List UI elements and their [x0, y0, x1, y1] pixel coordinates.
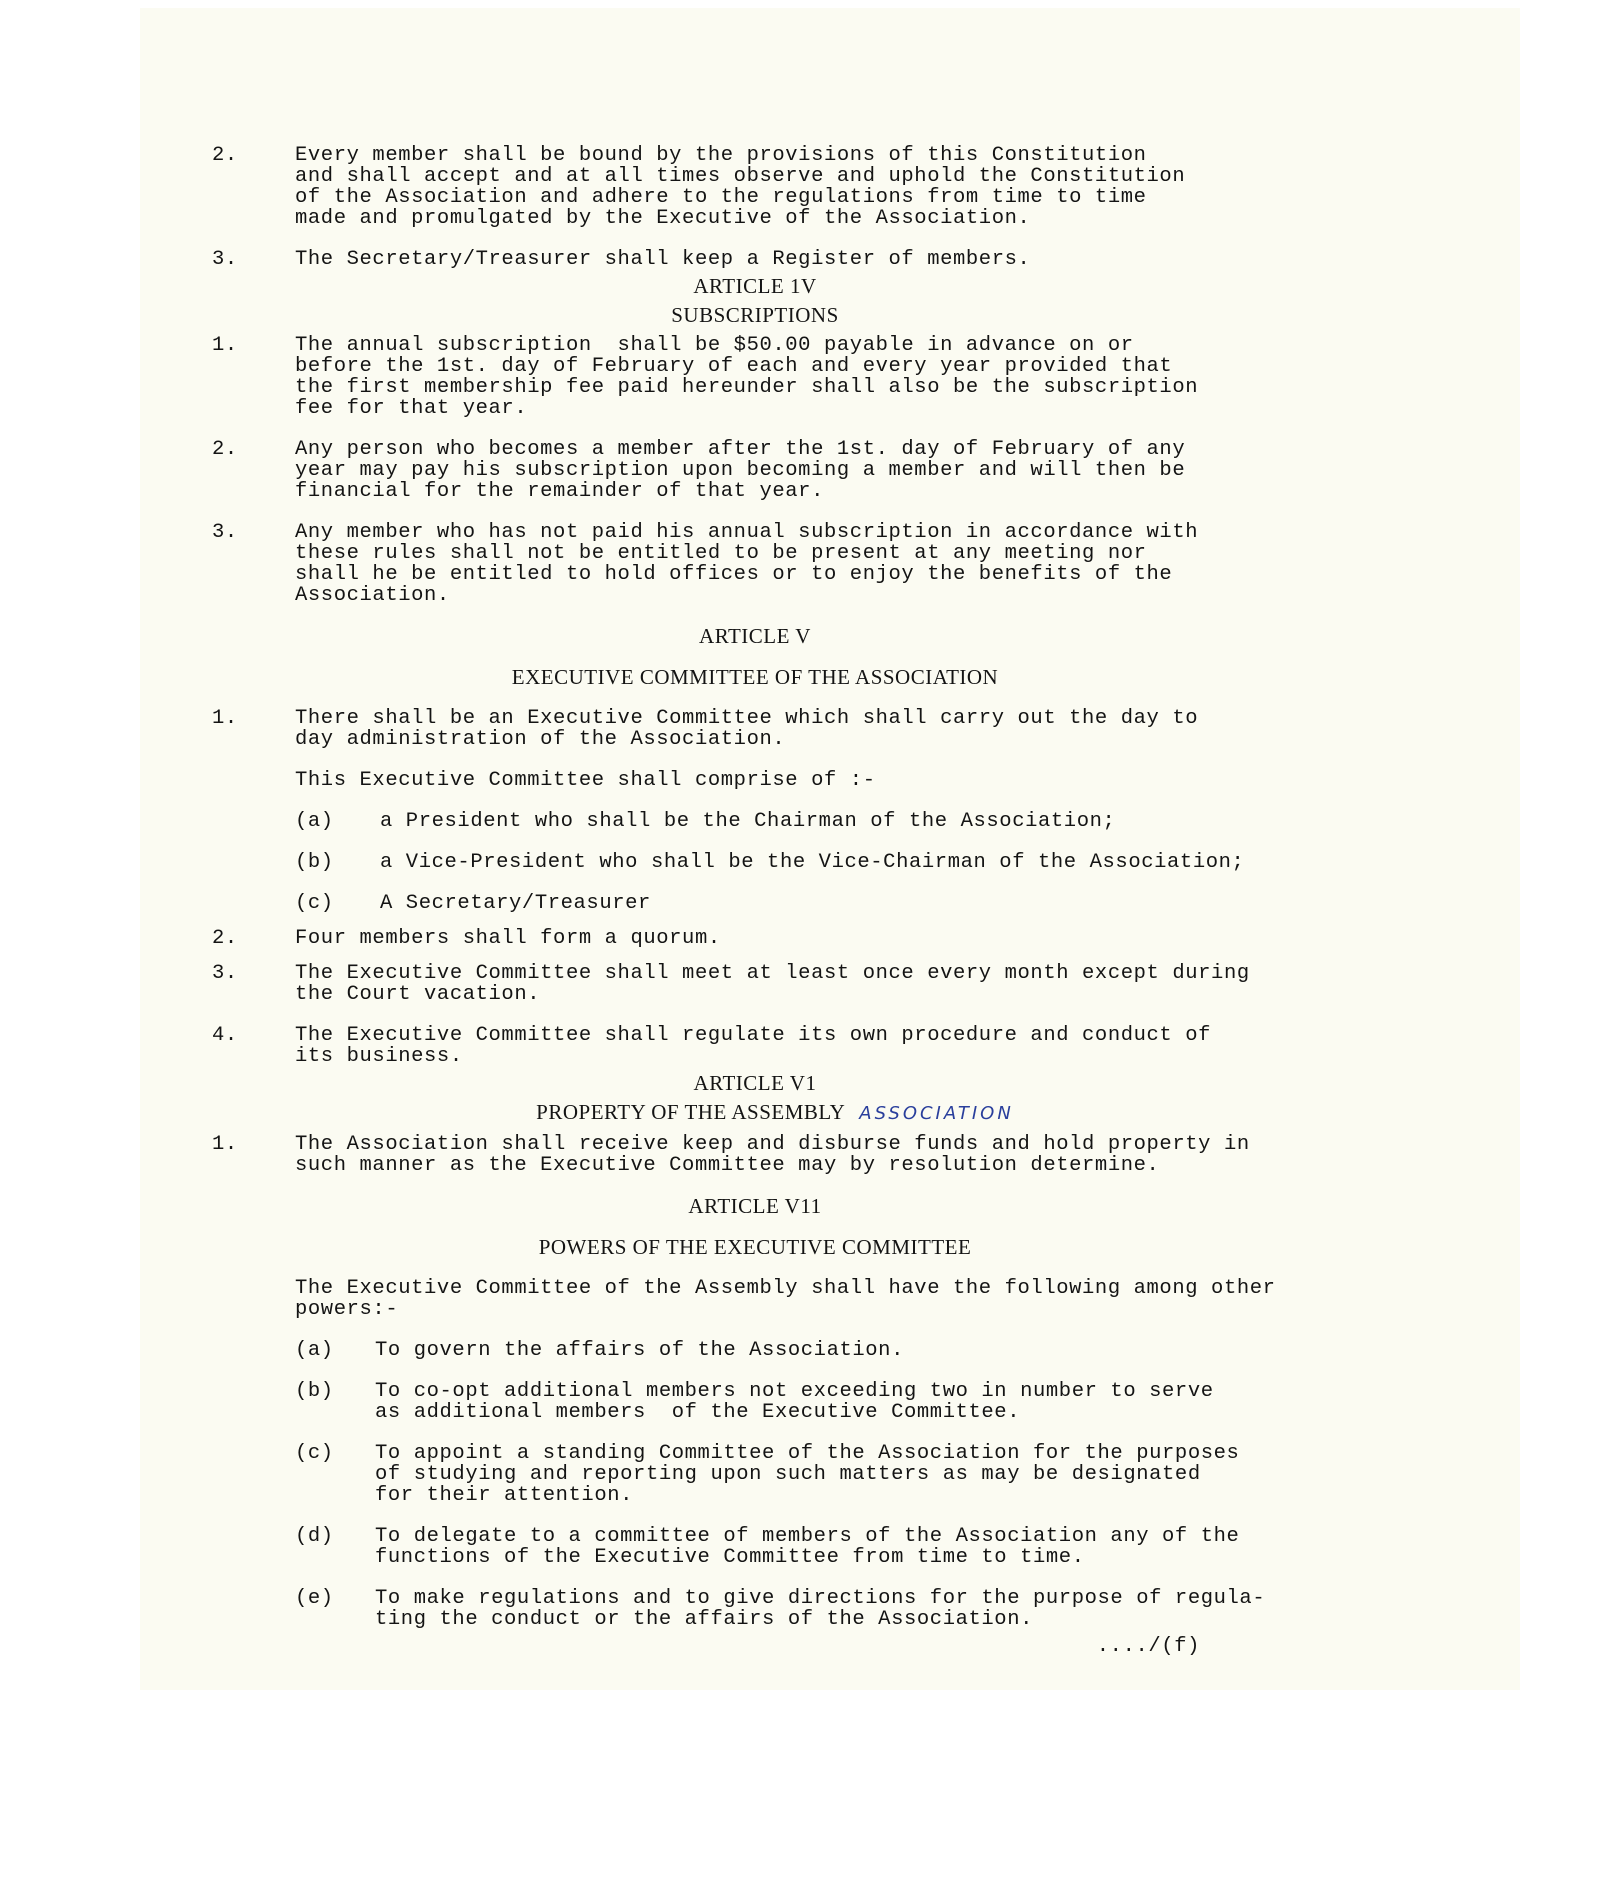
article-6-heading [180, 1102, 1370, 1124]
article-6-title: ARTICLE V1 [693, 1071, 817, 1095]
article-4-title: ARTICLE 1V [693, 274, 817, 298]
article-7-intro: The Executive Committee of the Assembly shall have the following among other powers:- [295, 1277, 1276, 1321]
article-5-sub-a: (a) a President who shall be the Chairman of the Association; [295, 810, 1116, 833]
article-5-clause-3: 3. The Executive Committee shall meet at least once every month except during the Court vacation. [212, 962, 1250, 1006]
article-4-clause-3: 3. Any member who has not paid his annual subscription in accordance with these rules shall not be entitled to be present at any meeting nor shall he be entitled to hold offices or to enjoy the benefits of the Association. [212, 521, 1199, 607]
article-5-title: ARTICLE V [699, 624, 811, 648]
article-5-clause-1: 1. There shall be an Executive Committee which shall carry out the day to day administration of the Association. [212, 707, 1199, 751]
article-5-clause-4: 4. The Executive Committee shall regulate its own procedure and conduct of its business. [212, 1024, 1212, 1068]
article-5-sub-c: (c) A Secretary/Treasurer [295, 892, 651, 915]
article-4-subtitle: SUBSCRIPTIONS [671, 303, 839, 327]
article-7-sub-d: (d) To delegate to a committee of members of the Association any of the functions of the Executive Committee from time to time. [295, 1525, 1240, 1569]
constitution-text [200, 145, 1370, 1657]
article-7-sub-b: (b) To co-opt additional members not exceeding two in number to serve as additional members of the Executive Committee. [295, 1380, 1214, 1424]
clause-3-register: 3. The Secretary/Treasurer shall keep a Register of members. [212, 248, 1031, 271]
article-7-title: ARTICLE V11 [688, 1194, 822, 1218]
article-7-sub-a: (a) To govern the affairs of the Association. [295, 1339, 904, 1362]
continuation-marker: ..../(f) [1096, 1635, 1200, 1658]
article-5-clause-2: 2. Four members shall form a quorum. [212, 927, 721, 950]
article-7-sub-e: (e) To make regulations and to give directions for the purpose of regula- ting the conduct or the affairs of the Association. [295, 1587, 1266, 1631]
article-4-clause-1: 1. The annual subscription shall be $50.00 payable in advance on or before the 1st. day of February of each and every year provided that the first membership fee paid hereunder shall also be the subscription fee for that year. [212, 334, 1199, 420]
clause-2-membership: 2. Every member shall be bound by the provisions of this Constitution and shall accept and at all times observe and uphold the Constitution of the Association and adhere to the regulations from time to time made and promulgated by the Executive of the Association. [212, 144, 1186, 230]
article-6-clause-1: 1. The Association shall receive keep and disburse funds and hold property in such manner as the Executive Committee may by resolution determine. [212, 1133, 1250, 1177]
article-5-comprise: This Executive Committee shall comprise of :- [295, 769, 876, 792]
handwritten-correction: ASSOCIATION [859, 1103, 1014, 1124]
article-7-sub-c: (c) To appoint a standing Committee of the Association for the purposes of studying and reporting upon such matters as may be designated for their attention. [295, 1442, 1240, 1507]
article-6-subtitle: PROPERTY OF THE ASSEMBLY [536, 1100, 846, 1124]
article-5-subtitle: EXECUTIVE COMMITTEE OF THE ASSOCIATION [511, 665, 999, 689]
article-5-sub-b: (b) a Vice-President who shall be the Vice-Chairman of the Association; [295, 851, 1245, 874]
article-4-clause-2: 2. Any person who becomes a member after the 1st. day of February of any year may pay his subscription upon becoming a member and will then be financial for the remainder of that year. [212, 438, 1186, 503]
article-7-subtitle: POWERS OF THE EXECUTIVE COMMITTEE [538, 1235, 972, 1259]
